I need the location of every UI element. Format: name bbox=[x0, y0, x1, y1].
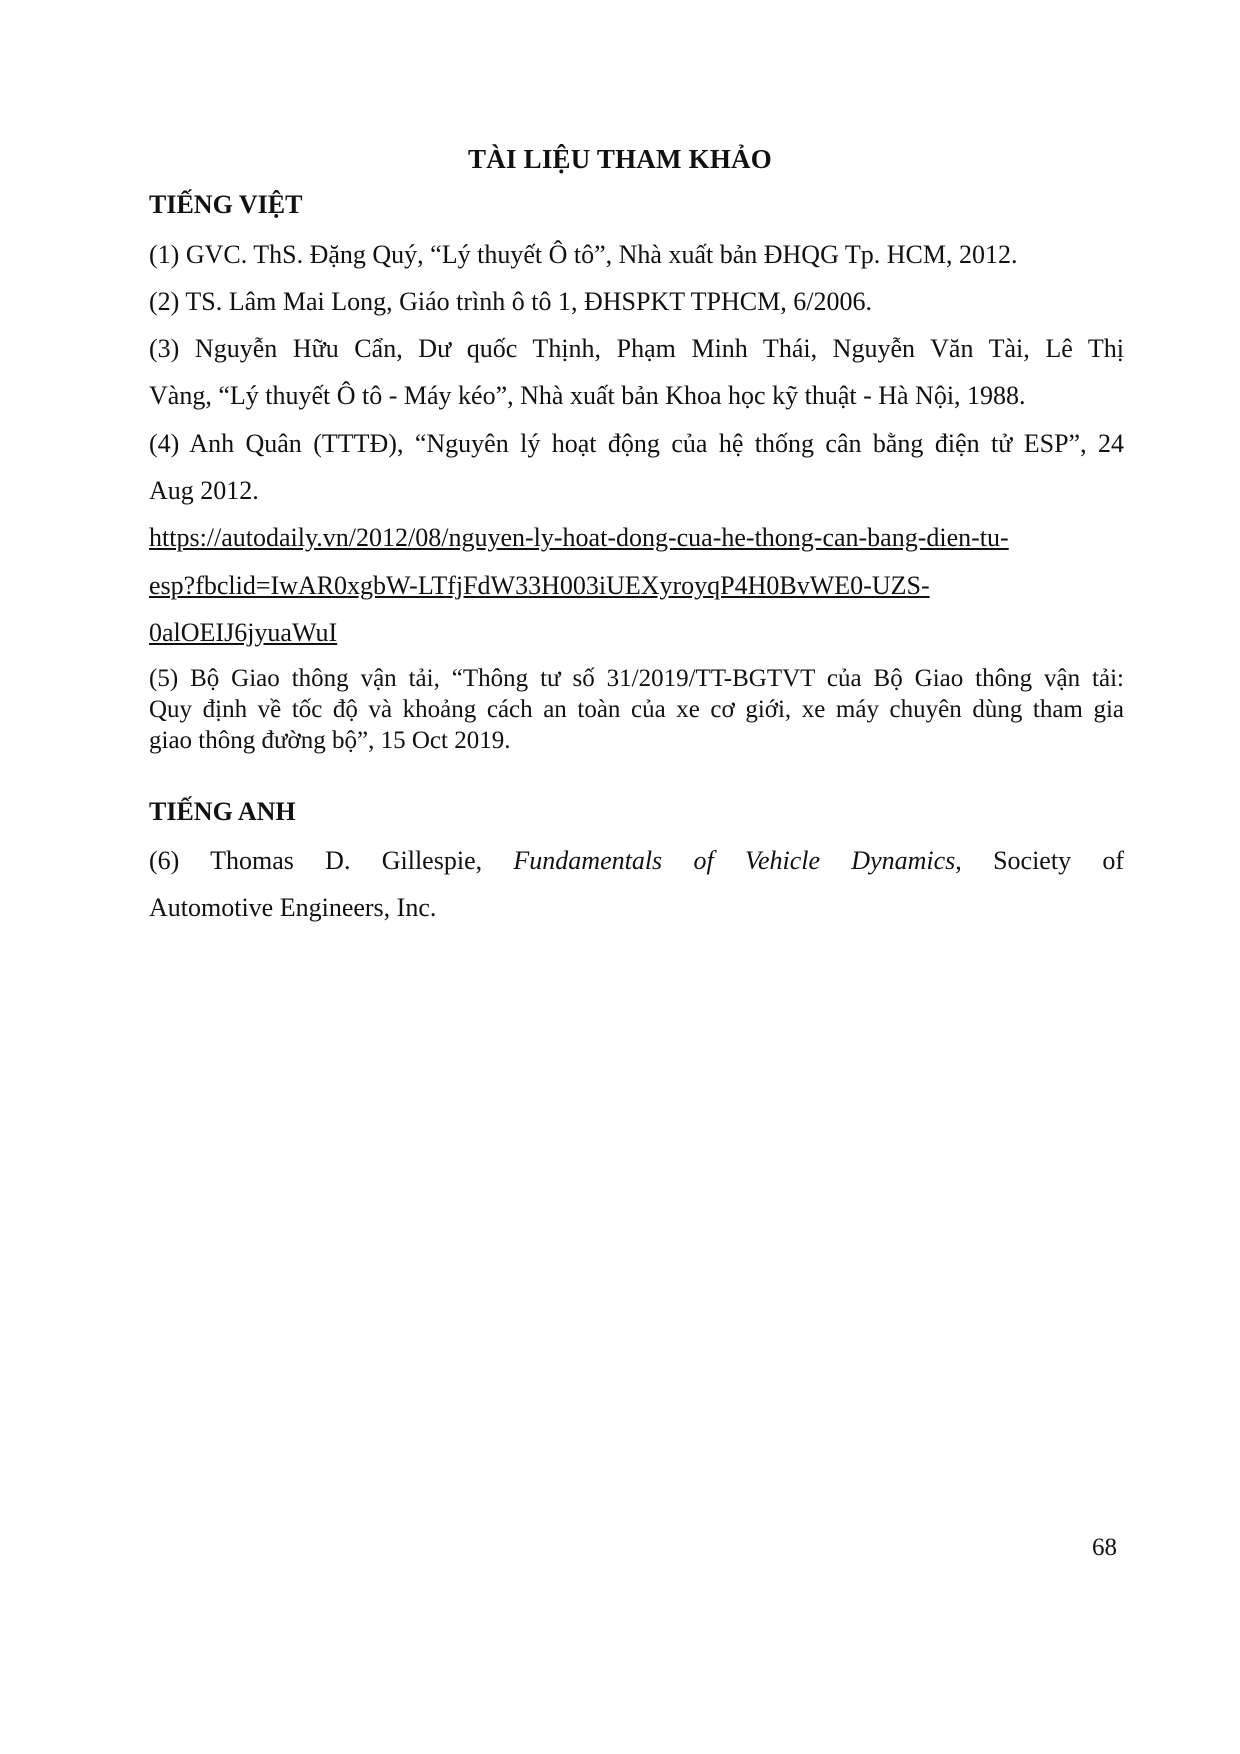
reference-3-line-2: Vàng, “Lý thuyết Ô tô - Máy kéo”, Nhà xuất bản Khoa học kỹ thuật - Hà Nội, 1988. bbox=[149, 381, 1026, 410]
reference-4-line-1: (4) Anh Quân (TTTĐ), “Nguyên lý hoạt động của hệ thống cân bằng điện tử ESP”, 24 bbox=[149, 429, 1124, 458]
reference-2: (2) TS. Lâm Mai Long, Giáo trình ô tô 1, ĐHSPKT TPHCM, 6/2006. bbox=[149, 287, 872, 316]
reference-6-line-1 bbox=[149, 846, 1124, 876]
reference-5 bbox=[149, 663, 1124, 756]
reference-6-prefix: (6) Thomas D. Gillespie, bbox=[149, 846, 483, 875]
reference-4-url-line-2[interactable]: esp?fbclid=IwAR0xgbW-LTfjFdW33H003iUEXyroyqP4H0BvWE0-UZS- bbox=[149, 571, 930, 600]
reference-4-url-line-3[interactable]: 0alOEIJ6jyuaWuI bbox=[149, 618, 338, 647]
reference-6-book-title: Fundamentals of Vehicle Dynamics bbox=[513, 846, 956, 875]
reference-4-url-line-1[interactable]: https://autodaily.vn/2012/08/nguyen-ly-hoat-dong-cua-he-thong-can-bang-dien-tu- bbox=[149, 523, 1009, 552]
reference-6-suffix: , Society of bbox=[955, 846, 1125, 875]
reference-1: (1) GVC. ThS. Đặng Quý, “Lý thuyết Ô tô”, Nhà xuất bản ĐHQG Tp. HCM, 2012. bbox=[149, 240, 1018, 269]
section-heading-vietnamese: TIẾNG VIỆT bbox=[149, 190, 303, 219]
reference-5-line-2: Quy định về tốc độ và khoảng cách an toàn của xe cơ giới, xe máy chuyên dùng tham gia bbox=[149, 696, 1124, 723]
page-title: TÀI LIỆU THAM KHẢO bbox=[468, 144, 772, 174]
section-heading-english: TIẾNG ANH bbox=[149, 797, 296, 826]
page-number: 68 bbox=[1092, 1534, 1117, 1561]
reference-4-line-2: Aug 2012. bbox=[149, 476, 259, 505]
reference-5-line-1: (5) Bộ Giao thông vận tải, “Thông tư số 31/2019/TT-BGTVT của Bộ Giao thông vận tải: bbox=[149, 665, 1124, 692]
reference-5-line-3: giao thông đường bộ”, 15 Oct 2019. bbox=[149, 727, 511, 754]
reference-3-line-1: (3) Nguyễn Hữu Cẩn, Dư quốc Thịnh, Phạm Minh Thái, Nguyễn Văn Tài, Lê Thị bbox=[149, 334, 1124, 363]
reference-6-line-2: Automotive Engineers, Inc. bbox=[149, 893, 437, 922]
